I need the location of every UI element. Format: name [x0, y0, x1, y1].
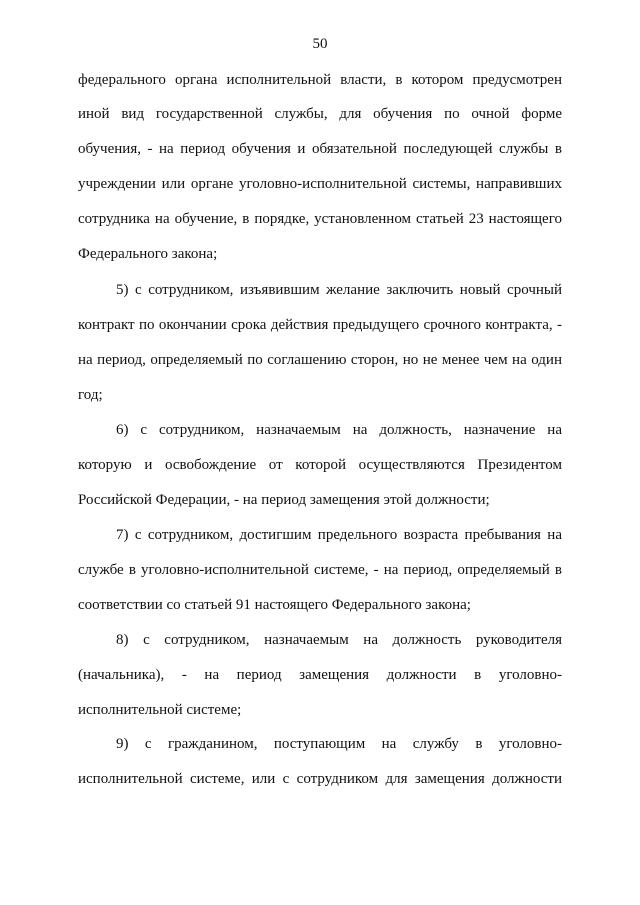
text-line: Российской Федерации, - на период замещения этой должности; [78, 492, 490, 508]
text-line: учреждении или органе уголовно-исполнительной системы, направивших [78, 176, 562, 192]
text-line: которую и освобождение от которой осуществляются Президентом [78, 457, 562, 473]
text-line: (начальника), - на период замещения должности в уголовно- [78, 667, 562, 683]
text-line: на период, определяемый по соглашению сторон, но не менее чем на один [78, 352, 562, 368]
text-line: контракт по окончании срока действия предыдущего срочного контракта, - [78, 317, 562, 333]
text-line: Федерального закона; [78, 246, 218, 262]
text-line: обучения, - на период обучения и обязательной последующей службы в [78, 141, 562, 157]
text-line: исполнительной системе; [78, 702, 242, 718]
text-line: соответствии со статьей 91 настоящего Федерального закона; [78, 597, 471, 613]
text-line: сотрудника на обучение, в порядке, установленном статьей 23 настоящего [78, 211, 562, 227]
text-line: 9) с гражданином, поступающим на службу в уголовно- [116, 736, 562, 752]
text-line: 6) с сотрудником, назначаемым на должность, назначение на [116, 422, 562, 438]
text-line: 7) с сотрудником, достигшим предельного возраста пребывания на [116, 527, 562, 543]
text-line: 5) с сотрудником, изъявившим желание заключить новый срочный [116, 282, 562, 298]
text-line: федерального органа исполнительной власти, в котором предусмотрен [78, 72, 562, 88]
text-line: 8) с сотрудником, назначаемым на должность руководителя [116, 632, 562, 648]
text-line: исполнительной системе, или с сотрудником для замещения должности [78, 771, 562, 787]
text-line: год; [78, 387, 103, 403]
page-number: 50 [312, 36, 328, 52]
text-line: иной вид государственной службы, для обучения по очной форме [78, 106, 562, 122]
text-line: службе в уголовно-исполнительной системе, - на период, определяемый в [78, 562, 562, 578]
